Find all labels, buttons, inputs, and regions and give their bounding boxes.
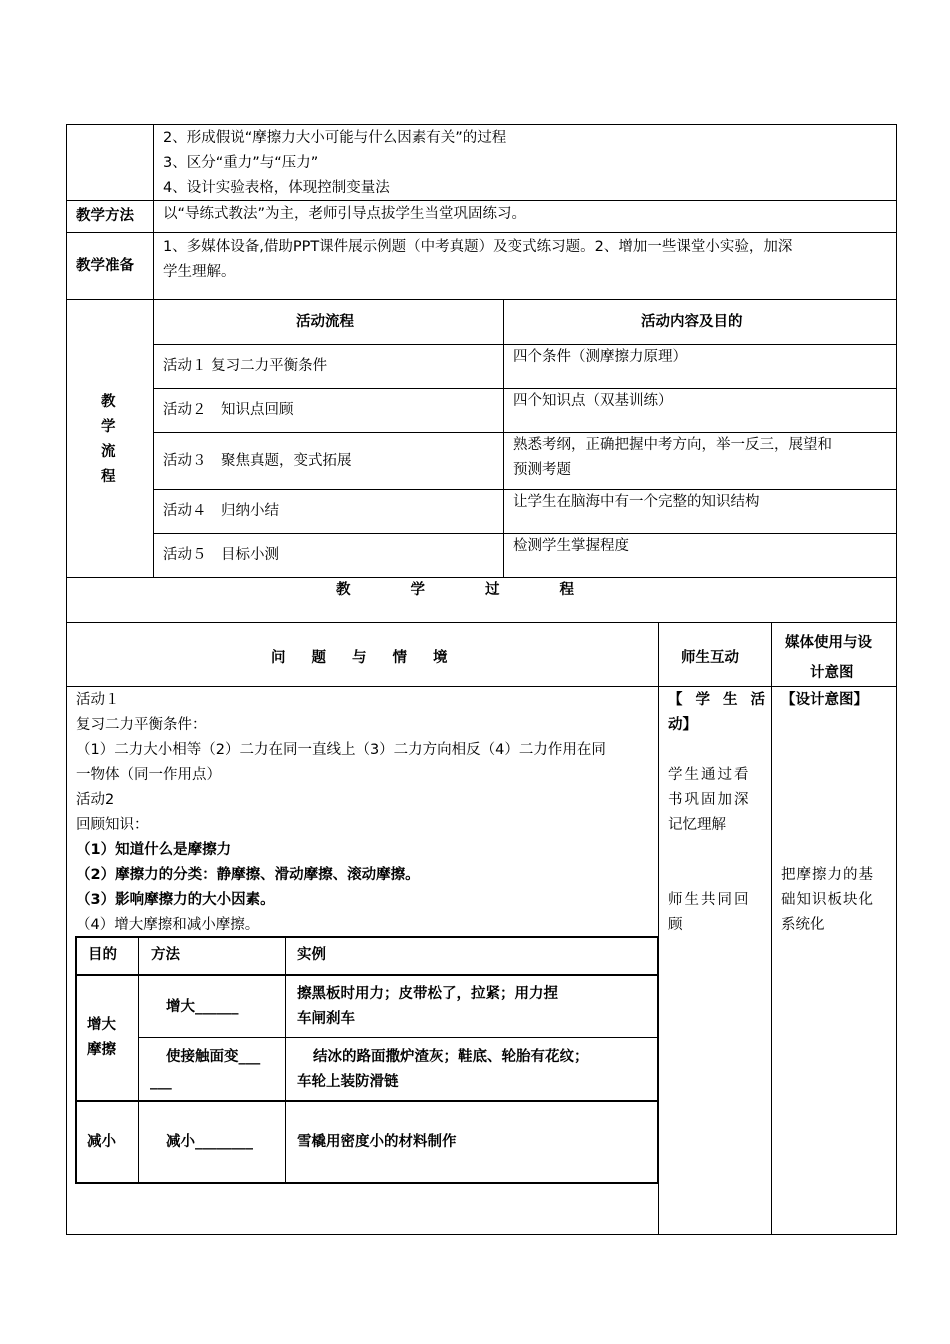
design-heading: 【设计意图】 [781,692,868,708]
content-line: 活动１ [76,692,120,708]
rule [153,344,897,345]
increase-label-2: 摩擦 [87,1042,116,1058]
objective-line-2: 2、形成假说“摩擦力大小可能与什么因素有关”的过程 [163,130,507,146]
rule [66,577,897,578]
increase-method-1: 增大______ [166,999,239,1015]
content-line: 活动2 [76,792,115,808]
flow-label-char: 教 [101,394,116,410]
rule [66,622,897,623]
increase-example-1b: 车闸刹车 [297,1011,355,1027]
flow-label-char: 程 [101,469,116,485]
interaction-text-1: 学生通过看 [668,767,751,783]
method-text: 以“导练式教法”为主，老师引导点拔学生当堂巩固练习。 [163,206,527,222]
rule [66,299,897,300]
table-rule [75,974,659,976]
table-rule [75,936,659,938]
decrease-label: 减小 [87,1134,116,1150]
increase-method-2b: ___ [150,1074,172,1090]
table-rule [75,1182,659,1184]
content-line: 回顾知识： [76,817,149,833]
increase-example-1a: 擦黑板时用力；皮带松了，拉紧；用力捏 [297,986,558,1002]
content-bold-line: （1）知道什么是摩擦力 [76,842,232,858]
prep-label: 教学准备 [76,258,134,274]
rule [66,1234,897,1235]
rule [896,124,897,1234]
interaction-heading-1: 【学生活 [668,692,778,708]
flow-content-2: 四个知识点（双基训练） [513,393,673,409]
interaction-text-2: 顾 [668,917,683,933]
rule [153,388,897,389]
table-rule [75,936,77,1184]
rule [153,124,154,577]
rule [153,533,897,534]
prep-line-2: 学生理解。 [163,264,236,280]
content-line: （4）增大摩擦和减小摩擦。 [76,917,260,933]
table-rule [657,936,659,1184]
process-col-media-1: 媒体使用与设 [785,635,872,651]
flow-col1-header: 活动流程 [296,314,354,330]
interaction-text-1: 记忆理解 [668,817,726,833]
content-bold-line: （3）影响摩擦力的大小因素。 [76,892,275,908]
flow-activity-3: 活动３ 聚焦真题，变式拓展 [163,453,352,469]
table-rule [139,1037,658,1038]
flow-label-char: 流 [101,444,116,460]
rule [66,124,897,125]
increase-label-1: 增大 [87,1017,116,1033]
table-rule [285,936,286,1183]
flow-content-4: 让学生在脑海中有一个完整的知识结构 [513,494,760,510]
flow-content-1: 四个条件（测摩擦力原理） [513,349,687,365]
flow-content-5: 检测学生掌握程度 [513,538,629,554]
decrease-method: 减小________ [166,1134,253,1150]
process-col-problem: 问题与情境 [271,650,474,666]
design-text: 系统化 [781,917,825,933]
content-line: （1）二力大小相等（2）二力在同一直线上（3）二力方向相反（4）二力作用在同 [76,742,606,758]
flow-activity-1: 活动１ 复习二力平衡条件 [163,358,328,374]
objective-line-3: 3、区分“重力”与“压力” [163,155,319,171]
rule [153,489,897,490]
interaction-heading-2: 动】 [668,717,697,733]
rule [66,232,897,233]
rule [66,686,897,687]
flow-content-3b: 预测考题 [513,462,571,478]
objective-line-4: 4、设计实验表格，体现控制变量法 [163,180,390,196]
table-rule [138,936,139,1183]
table-rule [75,1100,659,1102]
process-col-media-2: 计意图 [810,665,854,681]
content-line: 复习二力平衡条件： [76,717,207,733]
design-text: 础知识板块化 [781,892,874,908]
content-line: 一物体（同一作用点） [76,767,221,783]
rule [66,200,897,201]
flow-activity-5: 活动５ 目标小测 [163,547,279,563]
increase-method-2a: 使接触面变___ [166,1049,261,1065]
decrease-example: 雪橇用密度小的材料制作 [297,1134,457,1150]
content-bold-line: （2）摩擦力的分类：静摩擦、滑动摩擦、滚动摩擦。 [76,867,420,883]
flow-label-char: 学 [101,419,116,435]
design-text: 把摩擦力的基 [781,867,874,883]
rule [771,622,772,1234]
rule [503,299,504,577]
process-col-interaction: 师生互动 [681,650,739,666]
flow-activity-4: 活动４ 归纳小结 [163,503,279,519]
friction-header-purpose: 目的 [88,947,117,963]
prep-line-1: 1、多媒体设备,借助PPT课件展示例题（中考真题）及变式练习题。2、增加一些课堂小实验，加深 [163,239,793,255]
increase-example-2a: 结冰的路面撒炉渣灰；鞋底、轮胎有花纹； [313,1049,589,1065]
method-label: 教学方法 [76,208,134,224]
increase-example-2b: 车轮上装防滑链 [297,1074,399,1090]
process-title: 教学过程 [336,582,634,598]
flow-content-3a: 熟悉考纲，正确把握中考方向，举一反三，展望和 [513,437,832,453]
rule [66,124,67,1234]
rule [153,432,897,433]
flow-col2-header: 活动内容及目的 [641,314,743,330]
flow-activity-2: 活动２ 知识点回顾 [163,402,294,418]
friction-header-method: 方法 [151,947,180,963]
interaction-text-1: 书巩固加深 [668,792,751,808]
friction-header-example: 实例 [297,947,326,963]
interaction-text-2: 师生共同回 [668,892,751,908]
